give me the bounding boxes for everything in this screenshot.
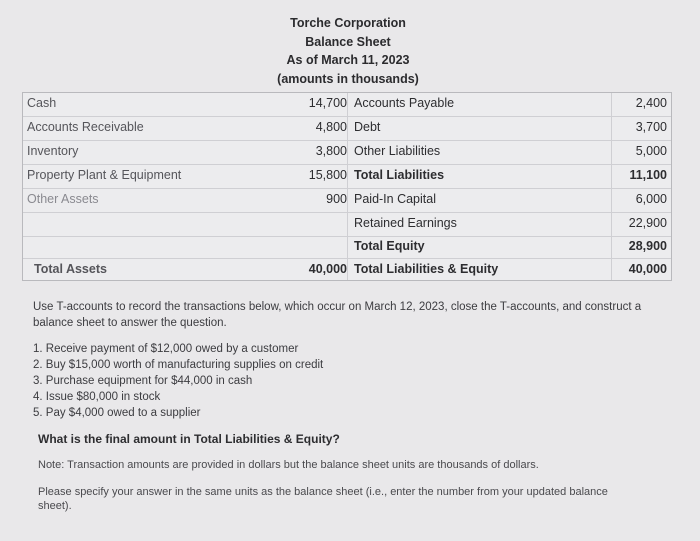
total-liabilities-value: 11,100 — [629, 168, 667, 182]
liability-label: Other Liabilities — [354, 144, 441, 158]
asset-label: Other Assets — [27, 192, 99, 206]
liability-label: Accounts Payable — [354, 96, 455, 110]
asset-value: 3,800 — [315, 144, 347, 158]
asset-value: 14,700 — [308, 96, 347, 110]
transaction-list — [33, 341, 323, 421]
total-assets-label: Total Assets — [34, 262, 107, 276]
asset-value: 15,800 — [308, 168, 347, 182]
balance-sheet-header — [248, 14, 448, 88]
list-item: 2. Buy $15,000 worth of manufacturing supplies on credit — [33, 359, 324, 371]
units-note: (amounts in thousands) — [277, 71, 419, 86]
asset-label: Inventory — [27, 144, 79, 158]
asset-label: Accounts Receivable — [27, 120, 144, 134]
liability-label: Paid-In Capital — [354, 192, 436, 206]
table-row — [23, 213, 671, 236]
statement-title: Balance Sheet — [305, 34, 391, 49]
total-liabilities-equity-value: 40,000 — [628, 262, 667, 276]
total-assets-value: 40,000 — [308, 262, 347, 276]
statement-date: As of March 11, 2023 — [286, 53, 410, 67]
company-name: Torche Corporation — [290, 16, 406, 30]
table-row — [23, 93, 671, 116]
liability-value: 3,700 — [635, 120, 667, 134]
table-row — [23, 189, 671, 212]
liability-label: Retained Earnings — [354, 216, 457, 230]
list-item: 4. Issue $80,000 in stock — [33, 391, 161, 403]
table-row — [23, 117, 671, 140]
liability-value: 6,000 — [635, 192, 667, 206]
liability-value: 2,400 — [635, 96, 667, 110]
list-item: 1. Receive payment of $12,000 owed by a customer — [33, 343, 299, 355]
total-liabilities-equity-label: Total Liabilities & Equity — [354, 262, 499, 276]
asset-value: 900 — [326, 192, 347, 206]
table-row — [23, 259, 671, 282]
asset-label: Cash — [27, 96, 57, 110]
balance-sheet-table — [22, 92, 672, 281]
liability-value: 5,000 — [635, 144, 667, 158]
question-prompt: What is the final amount in Total Liabilities & Equity? — [38, 432, 340, 446]
list-item: 5. Pay $4,000 owed to a supplier — [33, 407, 201, 419]
units-note-text: Note: Transaction amounts are provided in dollars but the balance sheet units are thousands of dollars. — [38, 459, 539, 471]
liability-value: 22,900 — [628, 216, 667, 230]
liability-label: Debt — [354, 120, 381, 134]
list-item: 3. Purchase equipment for $44,000 in cash — [33, 375, 253, 387]
total-equity-value: 28,900 — [628, 239, 667, 253]
total-equity-label: Total Equity — [354, 239, 425, 253]
table-row — [23, 236, 671, 259]
answer-instructions: Please specify your answer in the same units as the balance sheet (i.e., enter the number from your updated balance sheet). — [38, 486, 608, 512]
table-row — [23, 165, 671, 188]
question-intro: Use T-accounts to record the transactions below, which occur on March 12, 2023, close the T-accounts, and construct a balance sheet to answer the question. — [33, 301, 642, 329]
asset-label: Property Plant & Equipment — [27, 168, 182, 182]
table-row — [23, 141, 671, 164]
asset-value: 4,800 — [315, 120, 347, 134]
total-liabilities-label: Total Liabilities — [354, 168, 445, 182]
